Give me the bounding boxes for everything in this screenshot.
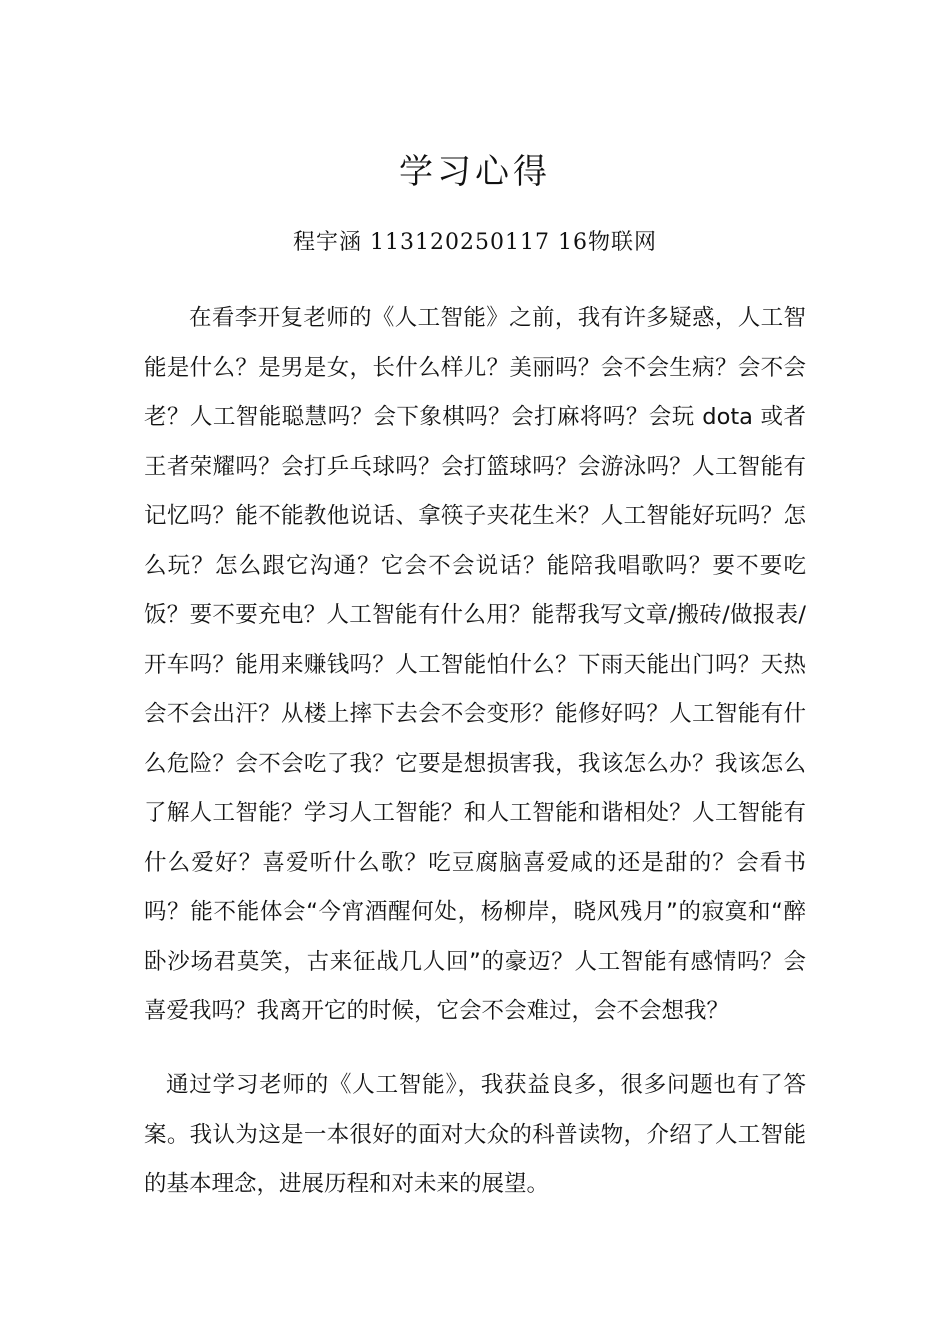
body-paragraph: 在看李开复老师的《人工智能》之前，我有许多疑惑，人工智能是什么？是男是女，长什么样儿？美丽吗？会不会生病？会不会老？人工智能聪慧吗？会下象棋吗？会打麻将吗？会玩 dota 或者王者荣耀吗？会打乒乓球吗？会打篮球吗？会游泳吗？人工智能有记忆吗？能不能教他说话、拿筷子夹花生米？人工智能好玩吗？怎么玩？怎么跟它沟通？它会不会说话？能陪我唱歌吗？要不要吃饭？要不要充电？人工智能有什么用？能帮我写文章/搬砖/做报表/开车吗？能用来赚钱吗？人工智能怕什么？下雨天能出门吗？天热会不会出汗？从楼上摔下去会不会变形？能修好吗？人工智能有什么危险？会不会吃了我？它要是想损害我，我该怎么办？我该怎么了解人工智能？学习人工智能？和人工智能和谐相处？人工智能有什么爱好？喜爱听什么歌？吃豆腐脑喜爱咸的还是甜的？会看书吗？能不能体会“今宵酒醒何处，杨柳岸，晓风残月”的寂寞和“醉卧沙场君莫笑，古来征战几人回”的豪迈？人工智能有感情吗？会喜爱我吗？我离开它的时候，它会不会难过，会不会想我？	[144, 305, 806, 1024]
document-title: 学习心得	[399, 152, 551, 192]
author-byline: 程宇涵 113120250117 16物联网	[293, 230, 657, 255]
body-paragraph: 通过学习老师的《人工智能》，我获益良多，很多问题也有了答案。我认为这是一本很好的面对大众的科普读物，介绍了人工智能的基本理念，进展历程和对未来的展望。	[144, 1072, 806, 1197]
